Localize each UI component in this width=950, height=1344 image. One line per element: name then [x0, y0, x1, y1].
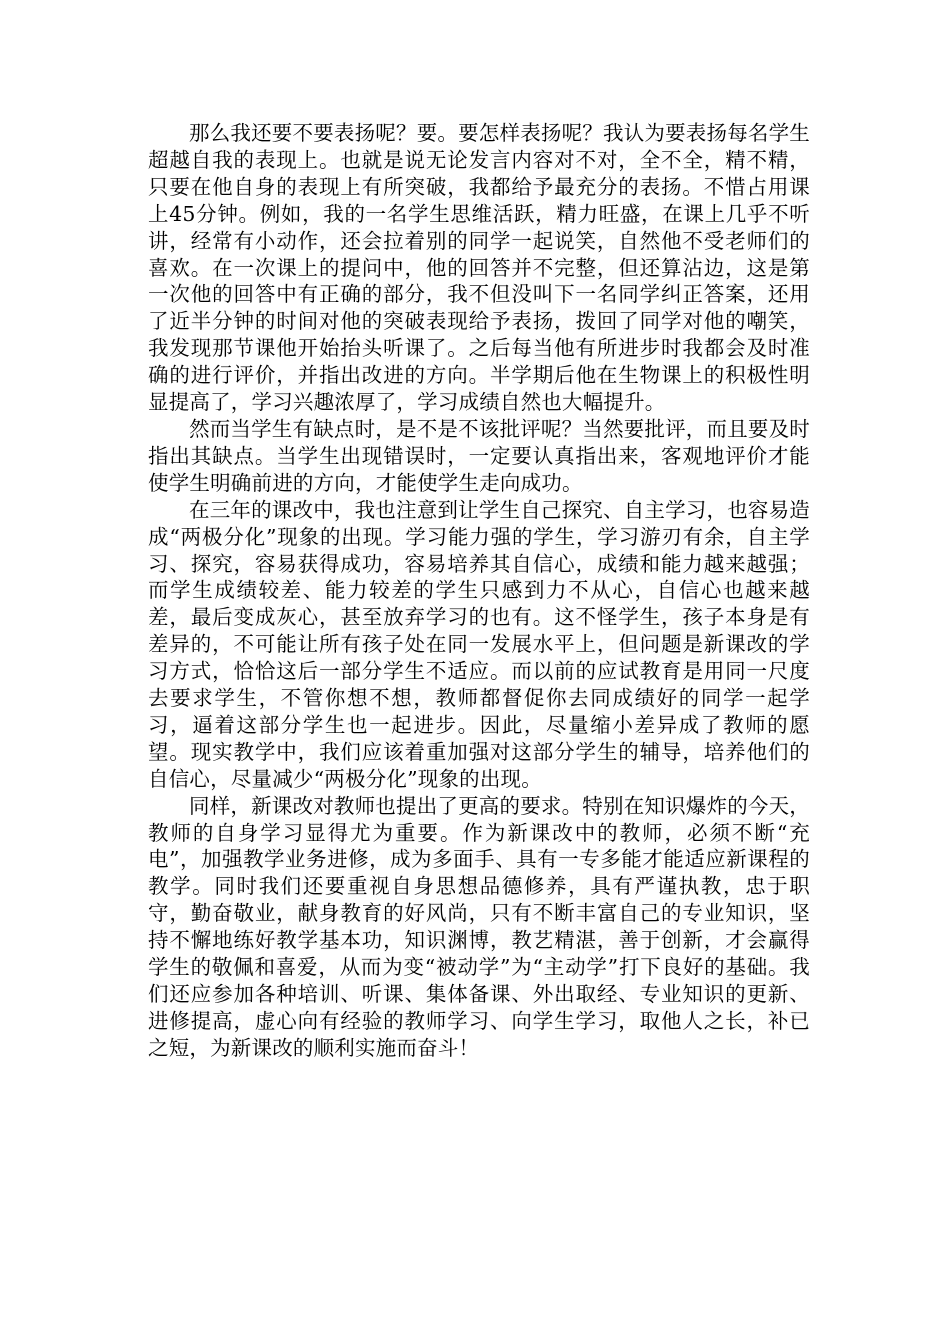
paragraph-teacher-requirements: 同样，新课改对教师也提出了更高的要求。特别在知识爆炸的今天，教师的自身学习显得尤为重要。作为新课改中的教师，必须不断“充电”，加强教学业务进修，成为多面手、具有一专多能才能适应新课程的教学。同时我们还要重视自身思想品德修养，具有严谨执教，忠于职守，勤奋敬业，献身教育的好风尚，只有不断丰富自己的专业知识，坚持不懈地练好教学基本功，知识渊博，教艺精湛，善于创新，才会赢得学生的敬佩和喜爱，从而为变“被动学”为“主动学”打下良好的基础。我们还应参加各种培训、听课、集体备课、外出取经、专业知识的更新、进修提高，虚心向有经验的教师学习、向学生学习，取他人之长，补已之短，为新课改的顺利实施而奋斗！	[148, 793, 810, 1060]
paragraph-praise: 那么我还要不要表扬呢？要。要怎样表扬呢？我认为要表扬每名学生超越自我的表现上。也就是说无论发言内容对不对，全不全，精不精，只要在他自身的表现上有所突破，我都给予最充分的表扬。不惜占用课上45分钟。例如，我的一名学生思维活跃，精力旺盛，在课上几乎不听讲，经常有小动作，还会拉着别的同学一起说笑，自然他不受老师们的喜欢。在一次课上的提问中，他的回答并不完整，但还算沾边，这是第一次他的回答中有正确的部分，我不但没叫下一名同学纠正答案，还用了近半分钟的时间对他的突破表现给予表扬，拨回了同学对他的嘲笑，我发现那节课他开始抬头听课了。之后每当他有所进步时我都会及时准确的进行评价，并指出改进的方向。半学期后他在生物课上的积极性明显提高了，学习兴趣浓厚了，学习成绩自然也大幅提升。	[148, 121, 810, 415]
paragraph-criticism: 然而当学生有缺点时，是不是不该批评呢？当然要批评，而且要及时指出其缺点。当学生出现错误时，一定要认真指出来，客观地评价才能使学生明确前进的方向，才能使学生走向成功。	[148, 416, 810, 495]
paragraph-polarization: 在三年的课改中，我也注意到让学生自己探究、自主学习，也容易造成“两极分化”现象的出现。学习能力强的学生，学习游刃有余，自主学习、探究，容易获得成功，容易培养其自信心，成绩和能力越来越强；而学生成绩较差、能力较差的学生只感到力不从心，自信心也越来越差，最后变成灰心，甚至放弃学习的也有。这不怪学生，孩子本身是有差异的，不可能让所有孩子处在同一发展水平上，但问题是新课改的学习方式，恰恰这后一部分学生不适应。而以前的应试教育是用同一尺度去要求学生，不管你想不想，教师都督促你去同成绩好的同学一起学习，逼着这部分学生也一起进步。因此，尽量缩小差异成了教师的愿望。现实教学中，我们应该着重加强对这部分学生的辅导，培养他们的自信心，尽量减少“两极分化”现象的出现。	[148, 497, 810, 791]
document-body	[148, 120, 810, 1062]
